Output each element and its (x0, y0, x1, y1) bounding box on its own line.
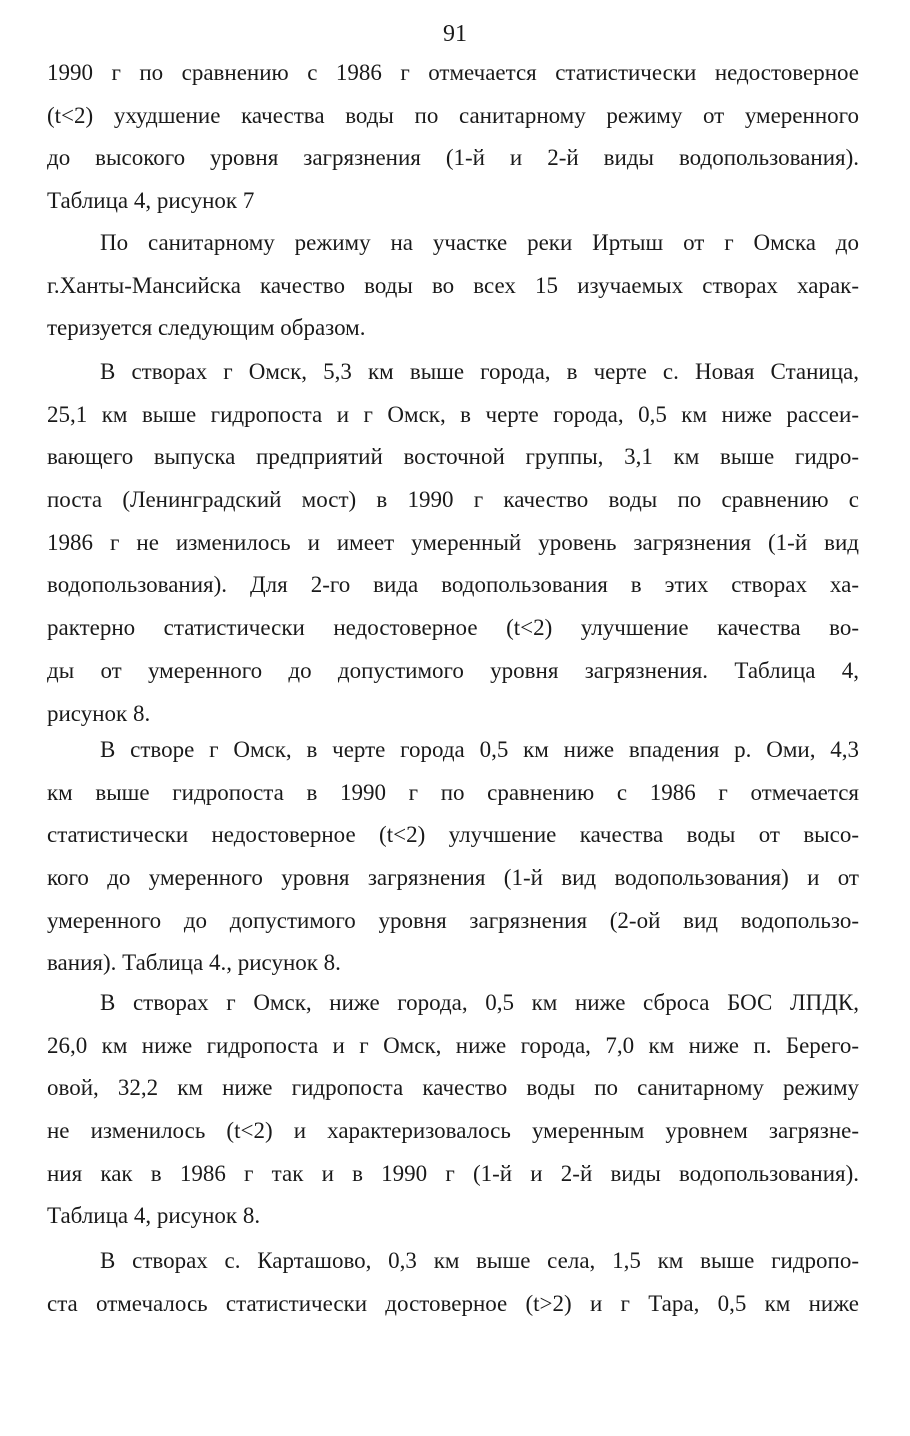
text-line: км выше гидропоста в 1990 г по сравнению с 1986 г отмечается (47, 779, 859, 805)
text-line: рактерно статистически недостоверное (t<2) улучшение качества во- (47, 615, 859, 641)
text-line: поста (Ленинградский мост) в 1990 г качество воды по сравнению с (47, 487, 859, 513)
text-line: Таблица 4, рисунок 8. (47, 1203, 261, 1229)
text-line: (t<2) ухудшение качества воды по санитарному режиму от умеренного (47, 102, 859, 128)
text-line: Таблица 4, рисунок 7 (47, 188, 255, 214)
text-line: В створах г Омск, 5,3 км выше города, в черте с. Новая Станица, (100, 359, 859, 384)
text-line: вающего выпуска предприятий восточной группы, 3,1 км выше гидро- (47, 444, 859, 470)
text-line: г.Ханты-Мансийска качество воды во всех 15 изучаемых створах харак- (47, 272, 859, 298)
page-number: 91 (443, 21, 467, 47)
text-line: умеренного до допустимого уровня загрязнения (2-ой вид водопользо- (47, 907, 859, 933)
paragraph-4 (47, 729, 859, 985)
text-line: ста отмечалось статистически достоверное (t>2) и г Тара, 0,5 км ниже (47, 1290, 859, 1316)
paragraph-6 (47, 1240, 859, 1325)
paragraph-2 (47, 222, 859, 350)
text-line: 1986 г не изменилось и имеет умеренный уровень загрязнения (1-й вид (47, 529, 859, 555)
text-line: рисунок 8. (47, 700, 151, 726)
text-line: не изменилось (t<2) и характеризовалось умеренным уровнем загрязне- (47, 1118, 859, 1144)
text-line: В створах г Омск, ниже города, 0,5 км ниже сброса БОС ЛПДК, (100, 990, 859, 1015)
text-line: ния как в 1986 г так и в 1990 г (1-й и 2-й виды водопользования). (47, 1160, 859, 1186)
text-line: 26,0 км ниже гидропоста и г Омск, ниже города, 7,0 км ниже п. Берего- (47, 1032, 859, 1058)
text-line: кого до умеренного уровня загрязнения (1-й вид водопользования) и от (47, 865, 859, 891)
text-line: 25,1 км выше гидропоста и г Омск, в черте города, 0,5 км ниже рассеи- (47, 401, 859, 427)
text-line: По санитарному режиму на участке реки Иртыш от г Омска до (100, 230, 859, 255)
paragraph-1 (47, 52, 859, 223)
text-line: В створах с. Карташово, 0,3 км выше села, 1,5 км выше гидропо- (100, 1248, 859, 1273)
text-line: 1990 г по сравнению с 1986 г отмечается статистически недостоверное (47, 60, 859, 85)
text-line: статистически недостоверное (t<2) улучшение качества воды от высо- (47, 822, 859, 848)
text-line: теризуется следующим образом. (47, 315, 366, 341)
text-line: вания). Таблица 4., рисунок 8. (47, 950, 341, 976)
paragraph-3 (47, 351, 859, 735)
text-line: до высокого уровня загрязнения (1-й и 2-й виды водопользования). (47, 145, 859, 171)
paragraph-5 (47, 982, 859, 1238)
text-line: водопользования). Для 2-го вида водопользования в этих створах ха- (47, 572, 859, 598)
text-line: В створе г Омск, в черте города 0,5 км ниже впадения р. Оми, 4,3 (100, 737, 859, 762)
text-line: ды от умеренного до допустимого уровня загрязнения. Таблица 4, (47, 657, 859, 683)
text-line: овой, 32,2 км ниже гидропоста качество воды по санитарному режиму (47, 1075, 859, 1101)
